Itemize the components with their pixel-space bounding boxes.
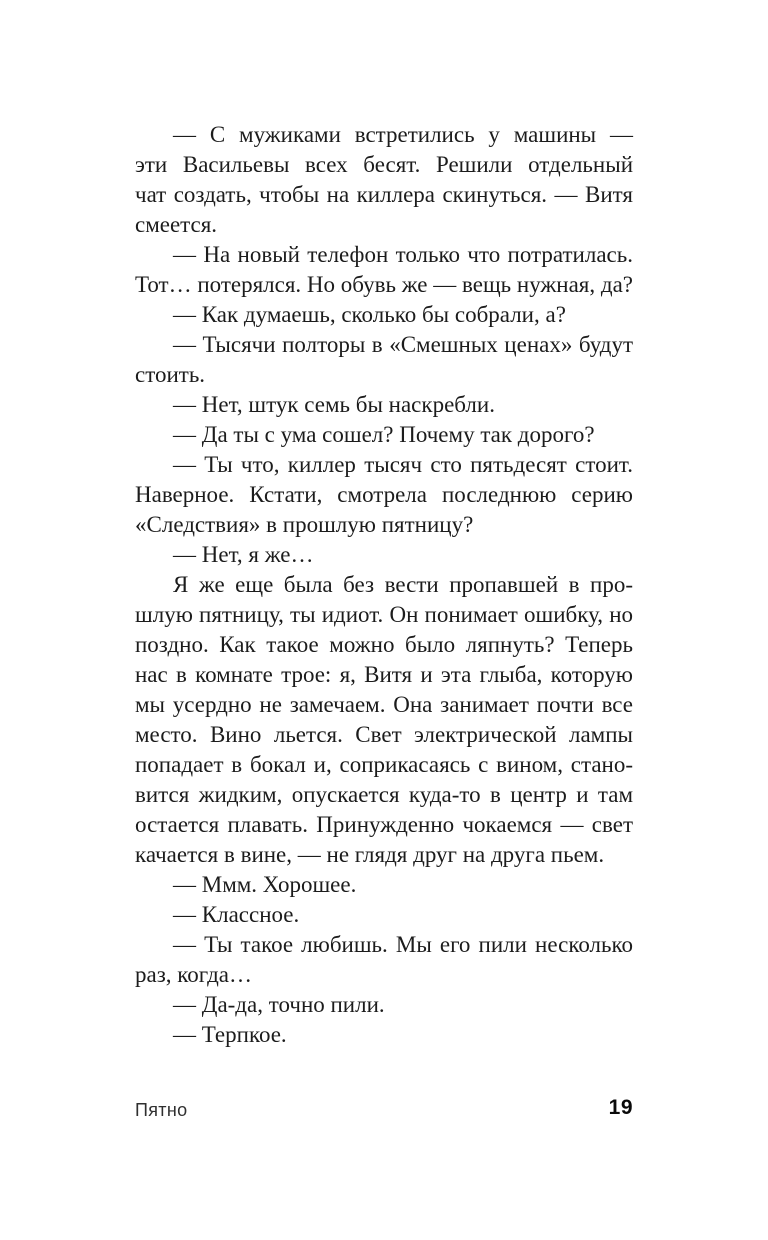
text-line: место. Вино льется. Свет электрической лампы xyxy=(135,722,633,747)
text-line: — Да-да, точно пили. xyxy=(173,992,385,1017)
text-line: — С мужиками встретились у машины — xyxy=(173,122,633,147)
text-line: — Да ты с ума сошел? Почему так дорого? xyxy=(173,422,595,447)
paragraph xyxy=(135,120,633,240)
text-line: нас в комнате трое: я, Витя и эта глыба, которую xyxy=(135,662,633,687)
text-line: попадает в бокал и, соприкасаясь с вином, стано- xyxy=(135,752,633,777)
paragraph xyxy=(135,300,633,330)
paragraph xyxy=(135,540,633,570)
text-line: шлую пятницу, ты идиот. Он понимает ошибку, но xyxy=(135,602,633,627)
text-line: чат создать, чтобы на киллера скинуться. — Витя xyxy=(135,182,633,207)
paragraph xyxy=(135,990,633,1020)
text-line: остается плавать. Принужденно чокаемся — свет xyxy=(135,812,633,837)
paragraph xyxy=(135,930,633,990)
text-line: — Нет, штук семь бы наскребли. xyxy=(173,392,495,417)
paragraph xyxy=(135,570,633,870)
paragraph xyxy=(135,240,633,300)
text-line: — На новый телефон только что потратилась. xyxy=(173,242,633,267)
text-line: — Классное. xyxy=(173,902,300,927)
page-number: 19 xyxy=(608,1096,633,1119)
page-footer xyxy=(135,1096,633,1124)
text-block xyxy=(135,120,633,1050)
text-line: раз, когда… xyxy=(135,962,252,987)
text-line: — Ммм. Хорошее. xyxy=(173,872,357,897)
text-line: — Ты такое любишь. Мы его пили несколько xyxy=(173,932,633,957)
paragraph xyxy=(135,330,633,390)
text-line: качается в вине, — не глядя друг на друга пьем. xyxy=(135,842,605,867)
paragraph xyxy=(135,420,633,450)
paragraph xyxy=(135,390,633,420)
paragraph xyxy=(135,1020,633,1050)
text-line: стоить. xyxy=(135,362,206,387)
paragraph xyxy=(135,870,633,900)
text-line: — Как думаешь, сколько бы собрали, а? xyxy=(173,302,566,327)
paragraph xyxy=(135,450,633,540)
text-line: эти Васильевы всех бесят. Решили отдельный xyxy=(135,152,633,177)
text-line: — Терпкое. xyxy=(173,1022,287,1047)
text-line: Наверное. Кстати, смотрела последнюю серию xyxy=(135,482,633,507)
text-line: — Тысячи полторы в «Смешных ценах» будут xyxy=(173,332,633,357)
text-line: — Нет, я же… xyxy=(173,542,314,567)
text-line: Я же еще была без вести пропавшей в про- xyxy=(173,572,633,597)
text-line: «Следствия» в прошлую пятницу? xyxy=(135,512,474,537)
text-line: — Ты что, киллер тысяч сто пятьдесят стоит. xyxy=(173,452,633,477)
running-title: Пятно xyxy=(135,1100,188,1120)
text-line: мы усердно не замечаем. Она занимает почти все xyxy=(135,692,633,717)
paragraph xyxy=(135,900,633,930)
text-line: поздно. Как такое можно было ляпнуть? Теперь xyxy=(135,632,633,657)
text-line: смеется. xyxy=(135,212,218,237)
text-line: вится жидким, опускается куда-то в центр и там xyxy=(135,782,633,807)
text-line: Тот… потерялся. Но обувь же — вещь нужная, да? xyxy=(135,272,634,297)
